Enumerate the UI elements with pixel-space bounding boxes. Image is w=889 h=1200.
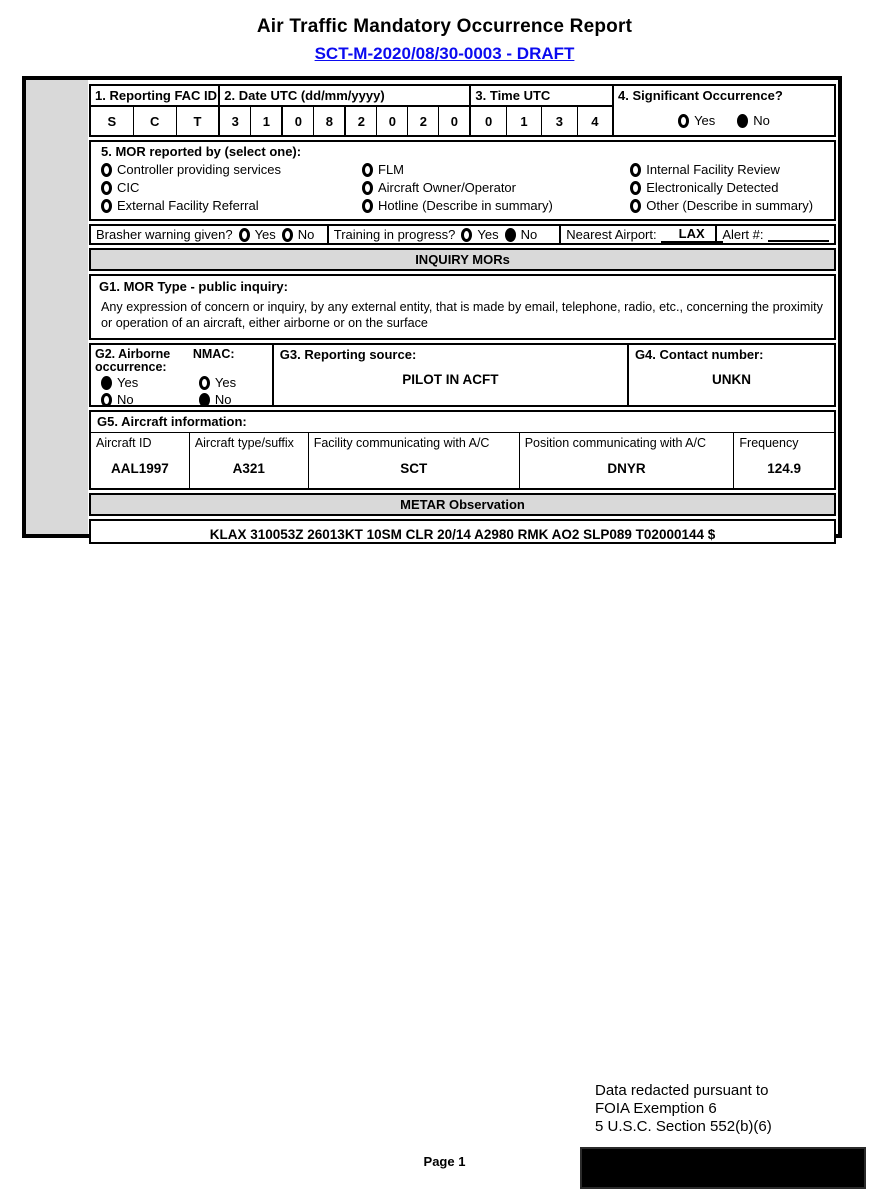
- g1-mor-type-section: [89, 274, 836, 340]
- date-cell: 3: [220, 107, 251, 135]
- yes-label: Yes: [117, 375, 139, 390]
- fac-id-cell: T: [193, 113, 202, 129]
- flm-radio[interactable]: [362, 163, 373, 177]
- frequency-column: [734, 433, 834, 488]
- no-label: No: [214, 392, 232, 407]
- fac-id-cell: S: [91, 107, 134, 135]
- aircraft-type-header: Aircraft type/suffix: [194, 436, 294, 450]
- metar-observation-value: KLAX 310053Z 26013KT 10SM CLR 20/14 A2980 RMK AO2 SLP089 T02000144 $: [89, 519, 836, 544]
- option-electronically-detected: [630, 179, 826, 196]
- nmac-no-option: [199, 392, 270, 408]
- option-label: External Facility Referral: [117, 198, 259, 213]
- g4-value: UNKN: [711, 372, 751, 387]
- aircraft-type-column: [190, 433, 309, 488]
- airborne-yes-radio[interactable]: [101, 376, 112, 390]
- nmac-column: [193, 347, 270, 405]
- option-label: Other (Describe in summary): [646, 198, 814, 213]
- option-internal-facility-review: [630, 161, 826, 178]
- metar-observation-band: METAR Observation: [89, 493, 836, 516]
- option-label: Internal Facility Review: [646, 162, 780, 177]
- aircraft-type-value: A321: [232, 461, 265, 476]
- airborne-yes-option: [101, 375, 193, 391]
- time-utc-group: [471, 86, 614, 135]
- date-cell: 2: [408, 107, 439, 135]
- g1-label: G1. MOR Type - public inquiry:: [99, 279, 288, 294]
- option-label: CIC: [117, 180, 140, 195]
- g1-description: Any expression of concern or inquiry, by any external entity, that is made by email, telephone, radio, etc., concerning the proximity or operation of an aircraft, either airborne or on the surface: [101, 300, 823, 330]
- g5-label: G5. Aircraft information:: [97, 414, 247, 429]
- g5-aircraft-information-section: [89, 410, 836, 490]
- nearest-airport-label: Nearest Airport:: [566, 227, 657, 242]
- date-utc-label: 2. Date UTC (dd/mm/yyyy): [224, 88, 385, 103]
- option-aircraft-owner-operator: [362, 179, 630, 196]
- foia-line-1: Data redacted pursuant to: [595, 1082, 769, 1099]
- mor-reported-by-label: 5. MOR reported by (select one):: [101, 144, 302, 159]
- time-cell: 4: [591, 113, 599, 129]
- option-label: FLM: [378, 162, 404, 177]
- date-utc-group: [220, 86, 471, 135]
- nmac-no-radio[interactable]: [199, 393, 210, 407]
- alert-number-cell: [717, 226, 834, 243]
- alert-number-value: [768, 227, 829, 242]
- option-label: Hotline (Describe in summary): [378, 198, 553, 213]
- option-label: Electronically Detected: [646, 180, 779, 195]
- g4-contact-number-cell: [629, 345, 834, 405]
- position-communicating-column: [520, 433, 735, 488]
- brasher-no-radio[interactable]: [282, 228, 293, 242]
- yes-label: Yes: [694, 112, 716, 128]
- g4-label: G4. Contact number:: [634, 347, 764, 362]
- date-cell: 2: [346, 107, 377, 135]
- mor-reported-by-options: [101, 161, 826, 214]
- inquiry-mors-band: INQUIRY MORs: [89, 248, 836, 271]
- aircraft-id-column: [91, 433, 190, 488]
- controller-providing-services-radio[interactable]: [101, 163, 112, 177]
- no-label: No: [117, 392, 134, 407]
- brasher-warning-cell: [91, 226, 329, 243]
- no-label: No: [520, 227, 538, 242]
- mor-reported-by-section: [89, 140, 836, 221]
- reporting-fac-id-label: 1. Reporting FAC ID: [95, 88, 218, 103]
- option-flm: [362, 161, 630, 178]
- training-no-radio[interactable]: [505, 228, 516, 242]
- g3-value: PILOT IN ACFT: [402, 372, 499, 387]
- nmac-label: NMAC:: [192, 347, 235, 361]
- no-label: No: [297, 227, 315, 242]
- option-hotline: [362, 197, 630, 214]
- position-communicating-header: Position communicating with A/C: [524, 436, 707, 450]
- time-cell: 1: [507, 107, 542, 135]
- option-cic: [101, 179, 362, 196]
- date-cell: 0: [377, 107, 408, 135]
- date-cell: 0: [283, 107, 314, 135]
- option-other: [630, 197, 826, 214]
- foia-line-3: 5 U.S.C. Section 552(b)(6): [595, 1118, 772, 1135]
- airborne-no-option: [101, 392, 193, 408]
- reporting-fac-id-group: [91, 86, 220, 135]
- report-id-link[interactable]: SCT-M-2020/08/30-0003 - DRAFT: [314, 44, 575, 63]
- report-id-link-row: [0, 44, 889, 64]
- significant-occurrence-group: [614, 86, 834, 135]
- frequency-header: Frequency: [739, 436, 799, 450]
- g2-g3-g4-row: [89, 343, 836, 407]
- aircraft-id-header: Aircraft ID: [96, 436, 152, 450]
- airborne-no-radio[interactable]: [101, 393, 112, 407]
- time-cell: 0: [471, 107, 506, 135]
- g3-reporting-source-cell: [274, 345, 629, 405]
- yes-label: Yes: [477, 227, 499, 242]
- yes-label: Yes: [214, 375, 237, 390]
- mor-form: [22, 76, 842, 542]
- nearest-airport-cell: [561, 226, 717, 243]
- time-utc-cells: [471, 105, 612, 135]
- page-title: Air Traffic Mandatory Occurrence Report: [256, 16, 633, 37]
- form-content: [88, 80, 838, 542]
- date-utc-cells: [220, 105, 469, 135]
- date-cell: 1: [251, 107, 283, 135]
- significant-yes-option: [678, 113, 715, 128]
- significant-yes-radio[interactable]: [678, 114, 689, 128]
- option-label: Aircraft Owner/Operator: [378, 180, 516, 195]
- facility-communicating-value: SCT: [400, 461, 428, 476]
- brasher-row: [89, 224, 836, 245]
- reporting-fac-id-cells: [91, 105, 218, 135]
- position-communicating-value: DNYR: [607, 461, 646, 476]
- brasher-warning-label: Brasher warning given?: [96, 227, 233, 242]
- internal-facility-review-radio[interactable]: [630, 163, 641, 177]
- date-cell: 8: [314, 107, 346, 135]
- other-radio[interactable]: [630, 199, 641, 213]
- facility-communicating-header: Facility communicating with A/C: [313, 436, 490, 450]
- aircraft-owner-operator-radio[interactable]: [362, 181, 373, 195]
- option-label: Controller providing services: [117, 162, 282, 177]
- significant-no-option: [737, 113, 770, 128]
- electronically-detected-radio[interactable]: [630, 181, 641, 195]
- row-identification: [89, 84, 836, 137]
- no-label: No: [753, 112, 770, 128]
- nearest-airport-value: LAX: [661, 226, 723, 243]
- g2-airborne-column: [95, 347, 193, 405]
- training-in-progress-label: Training in progress?: [333, 227, 456, 242]
- time-cell: 3: [542, 107, 577, 135]
- g2-airborne-occurrence-cell: [91, 345, 274, 405]
- option-controller-providing-services: [101, 161, 362, 178]
- foia-line-2: FOIA Exemption 6: [595, 1100, 717, 1117]
- significant-occurrence-radios: [614, 105, 834, 135]
- page-number: Page 1: [423, 1154, 466, 1169]
- facility-communicating-column: [309, 433, 520, 488]
- alert-number-label: Alert #:: [722, 227, 764, 242]
- hotline-radio[interactable]: [362, 199, 373, 213]
- time-utc-label: 3. Time UTC: [475, 88, 551, 103]
- brasher-yes-radio[interactable]: [239, 228, 250, 242]
- aircraft-id-value: AAL1997: [111, 461, 169, 476]
- external-facility-referral-radio[interactable]: [101, 199, 112, 213]
- g5-aircraft-table: [91, 432, 834, 488]
- significant-no-radio[interactable]: [737, 114, 748, 128]
- frequency-value: 124.9: [767, 461, 802, 476]
- fac-id-cell: C: [134, 107, 177, 135]
- nmac-yes-radio[interactable]: [199, 376, 210, 390]
- foia-redaction-notice: [595, 1082, 772, 1136]
- g2-label: G2. Airborne occurrence:: [95, 347, 171, 374]
- date-cell: 0: [450, 113, 459, 129]
- redaction-black-box: [580, 1147, 866, 1189]
- g3-label: G3. Reporting source:: [279, 347, 417, 362]
- left-gray-margin: [26, 80, 88, 534]
- option-external-facility-referral: [101, 197, 362, 214]
- yes-label: Yes: [254, 227, 276, 242]
- cic-radio[interactable]: [101, 181, 112, 195]
- training-yes-radio[interactable]: [461, 228, 472, 242]
- training-in-progress-cell: [329, 226, 562, 243]
- nmac-yes-option: [199, 375, 270, 391]
- significant-occurrence-label: 4. Significant Occurrence?: [618, 88, 783, 103]
